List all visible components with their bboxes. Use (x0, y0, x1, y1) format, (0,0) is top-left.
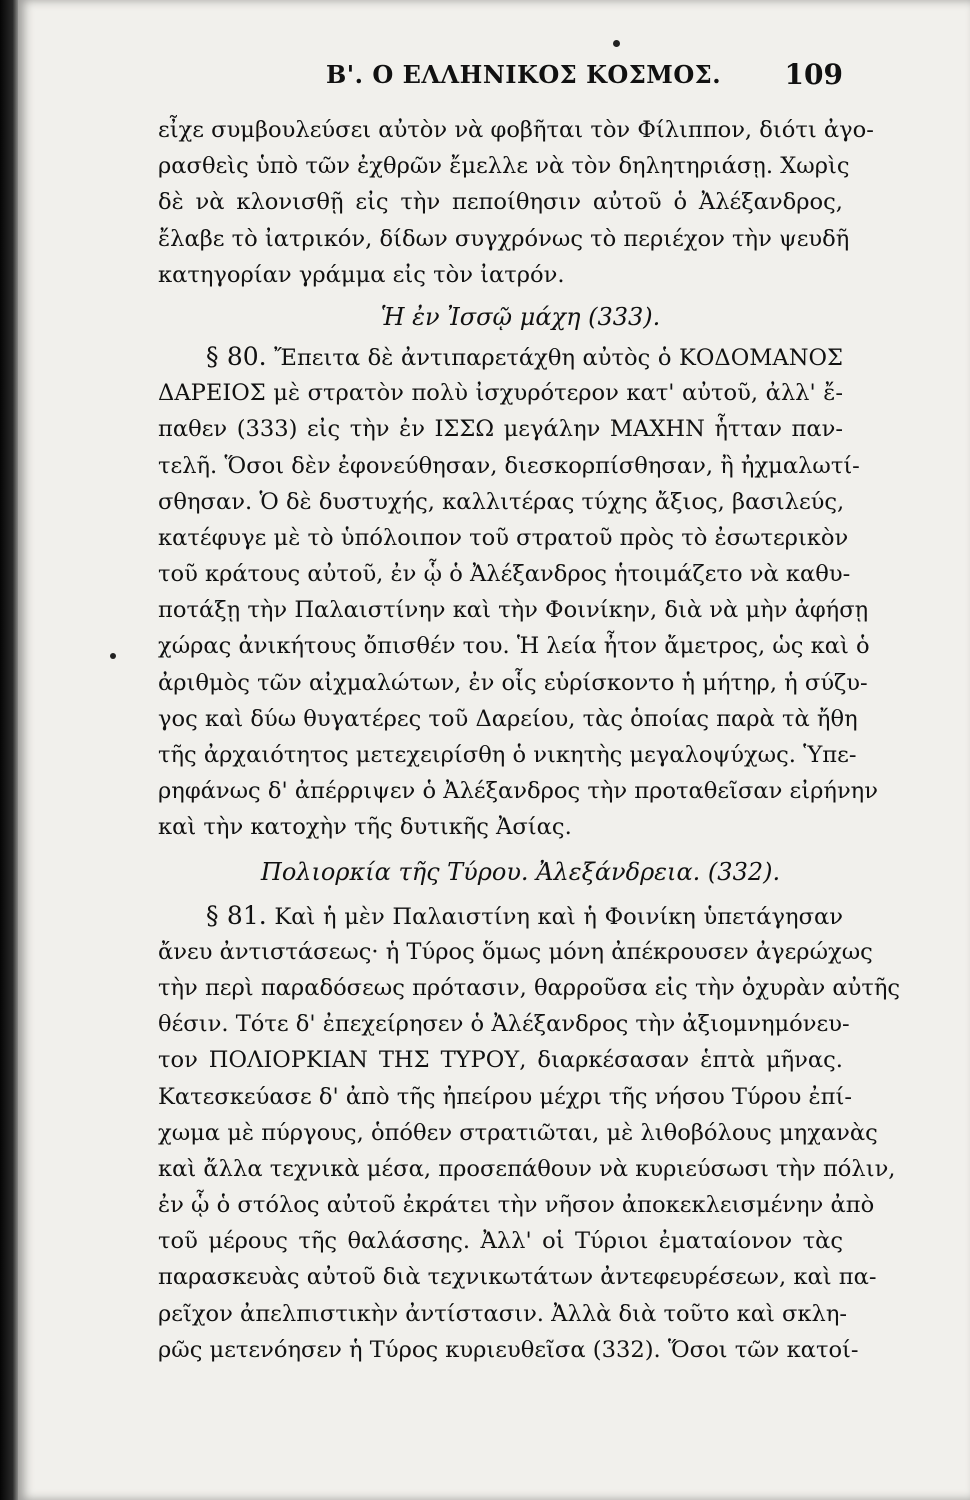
text-line: σθησαν. Ὁ δὲ δυστυχής, καλλιτέρας τύχης ἄξιος, βασιλεύς, (158, 488, 845, 515)
text-line: κατηγορίαν γράμμα εἰς τὸν ἰατρόν. (158, 261, 565, 288)
text-line: τοῦ μέρους τῆς θαλάσσης. Ἀλλ' οἱ Τύριοι ἐματαίονον τὰς (158, 1228, 843, 1255)
text-line: ποτάξῃ τὴν Παλαιστίνην καὶ τὴν Φοινίκην, διὰ νὰ μὴν ἀφήσῃ (158, 597, 869, 624)
text-line: τῆς ἀρχαιότητος μετεχειρίσθη ὁ νικητὴς μεγαλοψύχως. Ὑπε- (158, 742, 857, 768)
section-number: § 81. (206, 900, 267, 930)
text-line: ἄνευ ἀντιστάσεως· ἡ Τύρος ὅμως μόνη ἀπέκρουσεν ἀγερώχως (158, 938, 873, 965)
text-line: θέσιν. Τότε δ' ἐπεχείρησεν ὁ Ἀλέξανδρος τὴν ἀξιομνημόνευ- (158, 1011, 850, 1038)
paragraph-81 (158, 898, 901, 1368)
text-line: ΔΑΡΕΙΟΣ μὲ στρατὸν πολὺ ἰσχυρότερον κατ' αὐτοῦ, ἀλλ' ἔ- (158, 380, 843, 407)
paragraph-opening: Ἔπειτα δὲ ἀντιπαρετάχθη αὐτὸς ὁ ΚΟΔΟΜΑΝΟΣ (274, 344, 843, 371)
ink-speck (613, 40, 620, 47)
section-heading-issus: Ἡ ἐν Ἰσσῷ μάχη (333). (380, 302, 661, 331)
book-spine-shadow (0, 0, 18, 1500)
text-line: ρεῖχον ἀπελπιστικὴν ἀντίστασιν. Ἀλλὰ διὰ τοῦτο καὶ σκλη- (158, 1300, 848, 1327)
section-heading-tyre: Πολιορκία τῆς Τύρου. Ἀλεξάνδρεια. (332). (260, 857, 781, 886)
text-line (158, 339, 843, 375)
text-line: Κατεσκεύασε δ' ἀπὸ τῆς ἠπείρου μέχρι τῆς νήσου Τύρου ἐπί- (158, 1083, 852, 1110)
text-line: τον ΠΟΛΙΟΡΚΙΑΝ ΤΗΣ ΤΥΡΟΥ, διαρκέσασαν ἑπτὰ μῆνας. (158, 1047, 843, 1074)
text-line: ἀριθμὸς τῶν αἰχμαλώτων, ἐν οἷς εὑρίσκοντο ἡ μήτηρ, ἡ σύζυ- (158, 669, 868, 696)
text-line: ρηφάνως δ' ἀπέρριψεν ὁ Ἀλέξανδρος τὴν προταθεῖσαν εἰρήνην (158, 778, 878, 805)
text-line: δὲ νὰ κλονισθῇ εἰς τὴν πεποίθησιν αὐτοῦ ὁ Ἀλέξανδρος, (158, 189, 843, 216)
text-line: εἶχε συμβουλεύσει αὐτὸν νὰ φοβῆται τὸν Φίλιππον, διότι ἀγο- (158, 117, 874, 143)
section-number: § 80. (206, 341, 267, 371)
paragraph-opening: Καὶ ἡ μὲν Παλαιστίνη καὶ ἡ Φοινίκη ὑπετάγησαν (274, 903, 843, 930)
text-line: τὴν περὶ παραδόσεως πρότασιν, θαρροῦσα εἰς τὴν ὀχυρὰν αὐτῆς (158, 974, 901, 1001)
paragraph-80 (158, 339, 878, 846)
text-line: καὶ ἄλλα τεχνικὰ μέσα, προσεπάθουν νὰ κυριεύσωσι τὴν πόλιν, (158, 1155, 896, 1182)
running-header (158, 56, 843, 96)
text-line: χωμα μὲ πύργους, ὁπόθεν στρατιῶται, μὲ λιθοβόλους μηχανὰς (158, 1119, 878, 1146)
text-line: ρασθεὶς ὑπὸ τῶν ἐχθρῶν ἔμελλε νὰ τὸν δηλητηριάσῃ. Χωρὶς (158, 153, 850, 180)
text-line: γος καὶ δύω θυγατέρες τοῦ Δαρείου, τὰς ὁποίας παρὰ τὰ ἤθη (158, 705, 858, 732)
text-line: ρῶς μετενόησεν ἡ Τύρος κυριευθεῖσα (332). Ὅσοι τῶν κατοί- (158, 1336, 859, 1363)
page-body (158, 112, 901, 1368)
text-line: τελῆ. Ὅσοι δὲν ἐφονεύθησαν, διεσκορπίσθησαν, ἢ ἠχμαλωτί- (158, 452, 860, 479)
ink-speck (110, 653, 116, 659)
text-line: παρασκευὰς αὐτοῦ διὰ τεχνικωτάτων ἀντεφευρέσεων, καὶ πα- (158, 1264, 877, 1291)
paragraph-continuation (158, 112, 874, 293)
text-line: τοῦ κράτους αὐτοῦ, ἐν ᾧ ὁ Ἀλέξανδρος ἡτοιμάζετο νὰ καθυ- (158, 561, 851, 588)
book-page (18, 0, 970, 1500)
page-number: 109 (784, 58, 843, 91)
text-line: χώρας ἀνικήτους ὄπισθέν του. Ἡ λεία ἦτον ἄμετρος, ὡς καὶ ὁ (158, 633, 870, 660)
text-line: κατέφυγε μὲ τὸ ὑπόλοιπον τοῦ στρατοῦ πρὸς τὸ ἐσωτερικὸν (158, 524, 849, 551)
text-line: ἔλαβε τὸ ἰατρικόν, δίδων συγχρόνως τὸ περιέχον τὴν ψευδῆ (158, 225, 850, 252)
text-line: καὶ τὴν κατοχὴν τῆς δυτικῆς Ἀσίας. (158, 814, 572, 841)
text-line: ἐν ᾧ ὁ στόλος αὐτοῦ ἐκράτει τὴν νῆσον ἀποκεκλεισμένην ἀπὸ (158, 1192, 875, 1219)
text-line: παθεν (333) εἰς τὴν ἐν ΙΣΣΩ μεγάλην ΜΑΧΗΝ ἧτταν παν- (158, 416, 843, 443)
text-line (158, 898, 843, 934)
running-header-title: Β'. Ο ΕΛΛΗΝΙΚΟΣ ΚΟΣΜΟΣ. (326, 60, 722, 89)
